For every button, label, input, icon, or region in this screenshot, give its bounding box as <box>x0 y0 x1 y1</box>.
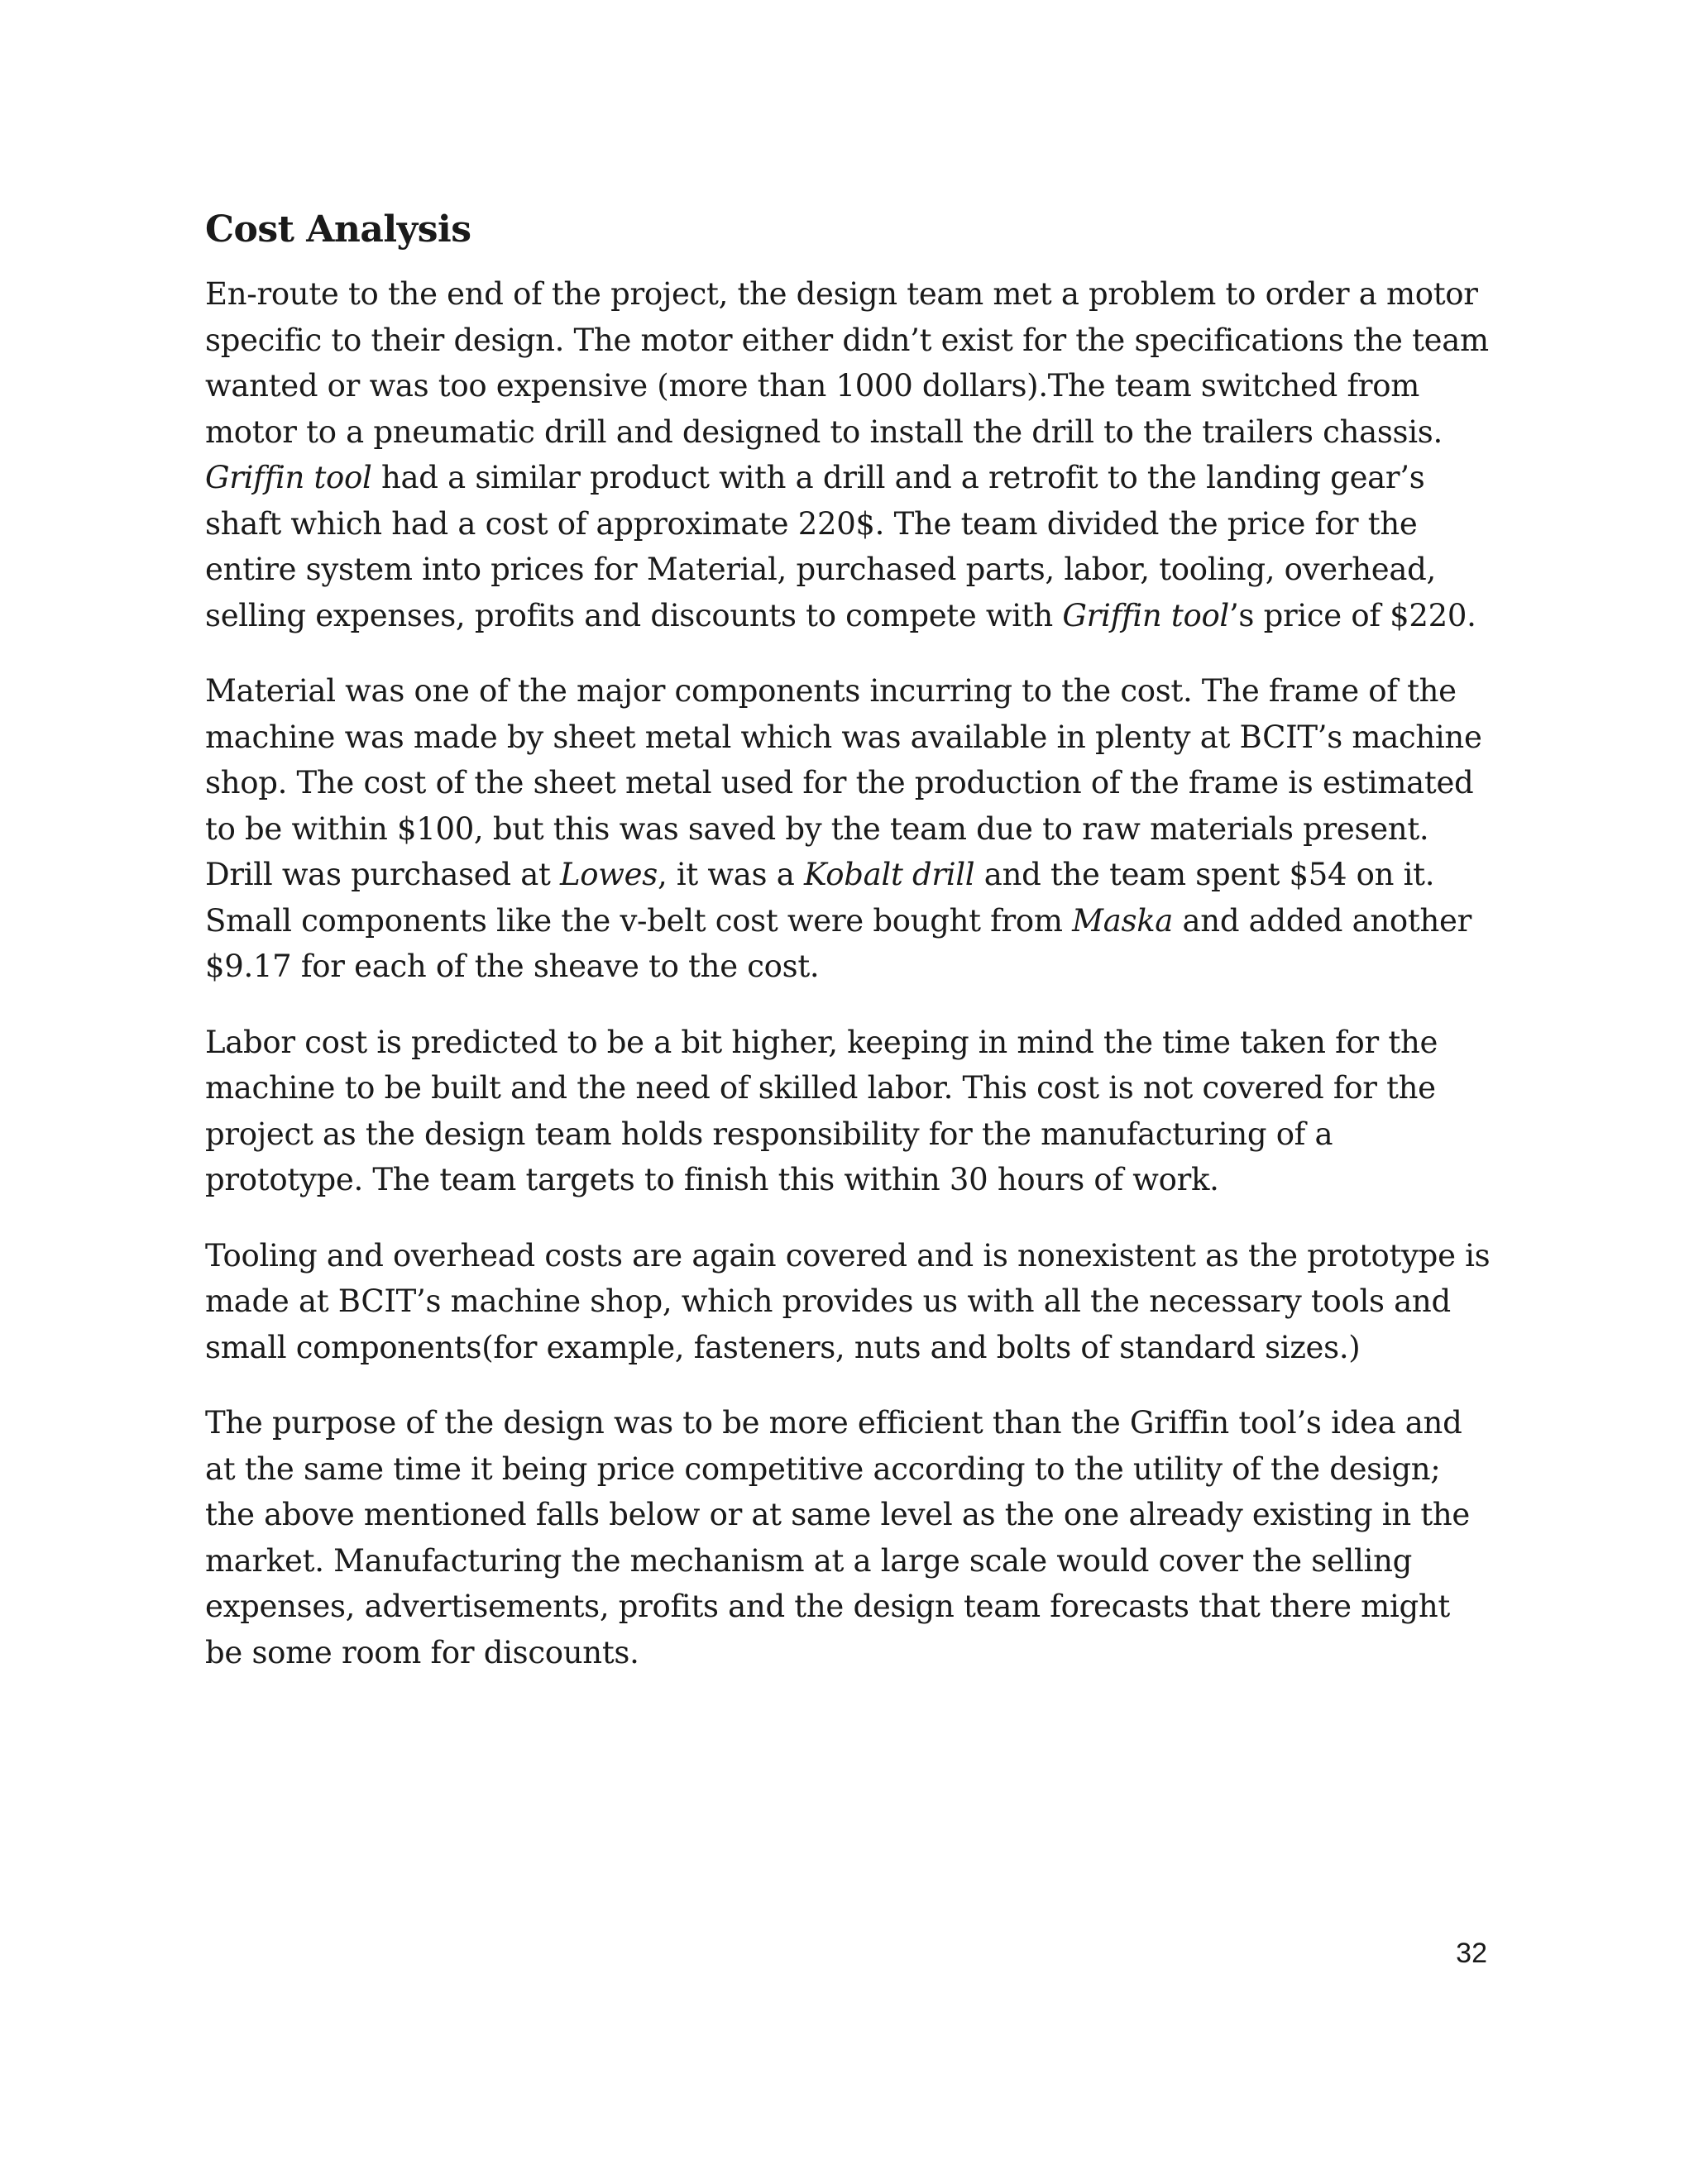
paragraph-text: En-route to the end of the project, the design team met a problem to order a motor specific to their design. The motor either didn’t exist for the specifications the team wanted or was too expensive (more than 1000 dollars).The team switched from motor to a pneumatic drill and designed to install the drill to the trailers chassis. <box>205 276 1489 450</box>
paragraph-text: Tooling and overhead costs are again covered and is nonexistent as the prototype is made at BCIT’s machine shop, which provides us with all the necessary tools and small components(for example, fasteners, nuts and bolts of standard sizes.) <box>205 1237 1491 1365</box>
paragraph-text: Material was one of the major components incurring to the cost. The frame of the machine was made by sheet metal which was available in plenty at BCIT’s machine shop. The cost of the sheet metal used for the production of the frame is estimated to be within $100, but this was saved by the team due to raw materials present. Drill was purchased at <box>205 673 1482 892</box>
paragraph-purpose <box>205 1400 1495 1675</box>
emphasis-text: Lowes <box>560 857 658 892</box>
emphasis-text: Griffin tool <box>1062 597 1229 633</box>
page-number: 32 <box>1456 1938 1487 1969</box>
paragraph-text: and added another $9.17 for each of the sheave to the cost. <box>205 902 1471 984</box>
paragraph-intro <box>205 271 1495 638</box>
page-content <box>205 205 1495 1705</box>
paragraph-text: and the team spent $54 on it. Small components like the v-belt cost were bought from <box>205 857 1435 939</box>
paragraph-text: , it was a <box>657 857 804 892</box>
paragraph-text: Labor cost is predicted to be a bit higher, keeping in mind the time taken for the machine to be built and the need of skilled labor. This cost is not covered for the project as the design team holds responsibility for the manufacturing of a prototype. The team targets to finish this within 30 hours of work. <box>205 1024 1438 1197</box>
paragraph-text: The purpose of the design was to be more efficient than the Griffin tool’s idea and at the same time it being price competitive according to the utility of the design; the above mentioned falls below or at same level as the one already existing in the market. Manufacturing the mechanism at a large scale would cover the selling expenses, advertisements, profits and the design team forecasts that there might be some room for discounts. <box>205 1405 1471 1670</box>
section-heading: Cost Analysis <box>205 208 471 251</box>
paragraph-labor <box>205 1020 1495 1203</box>
emphasis-text: Maska <box>1072 902 1174 939</box>
paragraph-text: had a similar product with a drill and a retrofit to the landing gear’s shaft which had a cost of approximate 220$. The team divided the price for the entire system into prices for Material, purchased parts, labor, tooling, overhead, selling expenses, profits and discounts to compete with <box>205 460 1436 633</box>
emphasis-text: Griffin tool <box>205 460 372 495</box>
paragraph-text: ’s price of $220. <box>1228 597 1476 633</box>
paragraph-material <box>205 668 1495 990</box>
emphasis-text: Kobalt drill <box>803 857 975 892</box>
paragraph-tooling <box>205 1233 1495 1371</box>
